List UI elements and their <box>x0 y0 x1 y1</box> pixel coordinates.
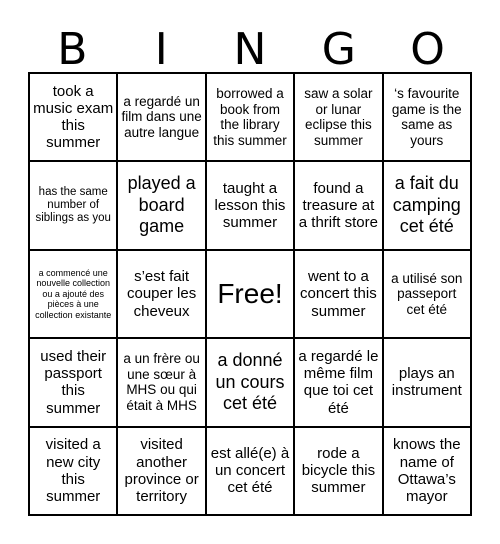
bingo-cell[interactable] <box>29 73 117 161</box>
header-letter-o: O <box>410 24 445 75</box>
cell-text: a regardé un film dans une autre langue <box>121 93 202 140</box>
bingo-cell[interactable] <box>383 250 471 338</box>
cell-text: a fait du camping cet été <box>392 173 461 237</box>
bingo-cell[interactable] <box>206 427 294 515</box>
cell-text: a commencé une nouvelle collection ou a ajouté des pièces à une collection existante <box>35 268 112 320</box>
cell-text: s’est fait couper les cheveux <box>126 268 197 320</box>
cell-text: est allé(e) à un concert cet été <box>210 444 290 497</box>
bingo-cell[interactable] <box>29 427 117 515</box>
free-space-cell[interactable] <box>206 250 294 338</box>
cell-text: used their passport this summer <box>40 347 107 417</box>
bingo-cell[interactable] <box>383 73 471 161</box>
header-letter-i: I <box>154 24 168 75</box>
bingo-cell[interactable] <box>29 250 117 338</box>
bingo-cell[interactable] <box>294 161 382 249</box>
free-space-text: Free! <box>217 277 283 309</box>
cell-text: a un frère ou une sœur à MHS ou qui était à MHS <box>123 351 200 413</box>
bingo-cell[interactable] <box>117 161 205 249</box>
cell-text: ‘s favourite game is the same as yours <box>391 86 462 148</box>
bingo-cell[interactable] <box>294 250 382 338</box>
cell-text: saw a solar or lunar eclipse this summer <box>304 86 373 148</box>
bingo-cell[interactable] <box>117 427 205 515</box>
bingo-grid <box>28 72 472 516</box>
cell-text: played a board game <box>127 173 196 237</box>
cell-text: plays an instrument <box>391 365 462 400</box>
cell-text: borrowed a book from the library this summer <box>213 86 287 148</box>
bingo-cell[interactable] <box>206 73 294 161</box>
bingo-cell[interactable] <box>294 427 382 515</box>
bingo-cell[interactable] <box>206 338 294 426</box>
bingo-cell[interactable] <box>383 161 471 249</box>
cell-text: took a music exam this summer <box>33 82 114 152</box>
header-letter-n: N <box>233 24 267 75</box>
bingo-cell[interactable] <box>206 161 294 249</box>
cell-text: visited another province or territory <box>124 436 199 506</box>
cell-text: knows the name of Ottawa’s mayor <box>393 436 461 506</box>
bingo-cell[interactable] <box>383 338 471 426</box>
cell-text: has the same number of siblings as you <box>35 185 111 225</box>
bingo-header <box>28 24 472 76</box>
cell-text: taught a lesson this summer <box>214 179 286 232</box>
header-letter-b: B <box>57 24 88 75</box>
bingo-cell[interactable] <box>383 427 471 515</box>
bingo-cell[interactable] <box>117 73 205 161</box>
bingo-cell[interactable] <box>294 73 382 161</box>
bingo-cell[interactable] <box>294 338 382 426</box>
cell-text: visited a new city this summer <box>45 436 101 506</box>
cell-text: a utilisé son passeport cet été <box>391 270 463 317</box>
bingo-cell[interactable] <box>117 250 205 338</box>
bingo-cell[interactable] <box>29 338 117 426</box>
cell-text: found a treasure at a thrift store <box>298 179 378 232</box>
bingo-cell[interactable] <box>117 338 205 426</box>
cell-text: went to a concert this summer <box>300 268 377 320</box>
cell-text: a regardé le même film que toi cet été <box>298 347 379 417</box>
cell-text: a donné un cours cet été <box>215 350 285 414</box>
cell-text: rode a bicycle this summer <box>301 444 376 497</box>
header-letter-g: G <box>321 24 356 75</box>
bingo-cell[interactable] <box>29 161 117 249</box>
